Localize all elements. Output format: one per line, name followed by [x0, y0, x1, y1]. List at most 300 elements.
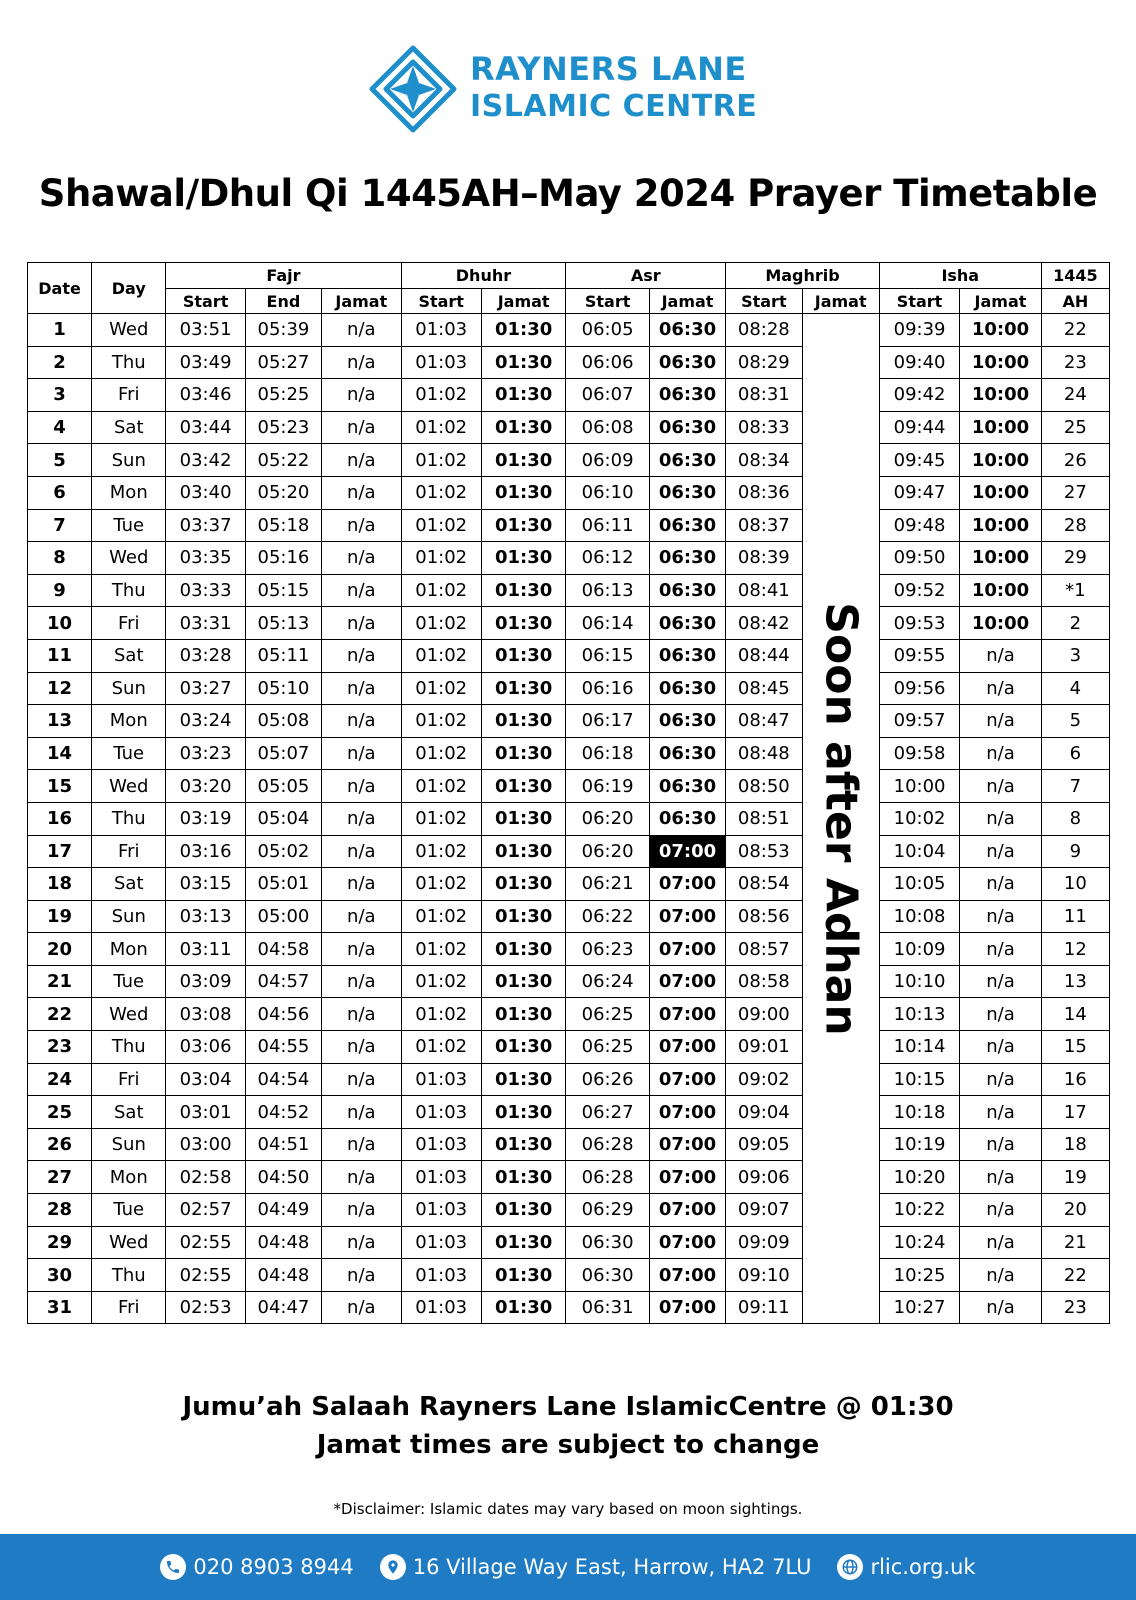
asr-start-cell: 06:28: [566, 1161, 649, 1194]
day-cell: Sun: [92, 444, 166, 477]
table-row: [28, 1291, 1110, 1324]
ah-cell: 27: [1041, 476, 1109, 509]
dhuhr-jamat-cell: 01:30: [481, 1291, 565, 1324]
table-row: [28, 1031, 1110, 1064]
table-row: [28, 542, 1110, 575]
day-cell: Fri: [92, 379, 166, 412]
isha-start-cell: 09:57: [879, 705, 959, 738]
dhuhr-jamat-cell: 01:30: [481, 509, 565, 542]
dhuhr-start-cell: 01:02: [401, 639, 481, 672]
ah-cell: 26: [1041, 444, 1109, 477]
fajr-end-cell: 05:10: [245, 672, 321, 705]
maghrib-start-cell: 08:28: [726, 314, 802, 347]
date-cell: 12: [28, 672, 92, 705]
fajr-jamat-cell: n/a: [322, 639, 401, 672]
header-fajr-end: End: [245, 289, 321, 314]
asr-start-cell: 06:25: [566, 1031, 649, 1064]
day-cell: Mon: [92, 476, 166, 509]
asr-start-cell: 06:27: [566, 1096, 649, 1129]
day-cell: Thu: [92, 802, 166, 835]
asr-start-cell: 06:10: [566, 476, 649, 509]
asr-jamat-cell: 06:30: [649, 770, 725, 803]
dhuhr-start-cell: 01:02: [401, 411, 481, 444]
isha-start-cell: 09:53: [879, 607, 959, 640]
isha-start-cell: 10:19: [879, 1128, 959, 1161]
table-row: [28, 737, 1110, 770]
asr-jamat-cell: 07:00: [649, 900, 725, 933]
ah-cell: 29: [1041, 542, 1109, 575]
footer-phone[interactable]: [160, 1554, 353, 1580]
fajr-end-cell: 05:23: [245, 411, 321, 444]
dhuhr-start-cell: 01:03: [401, 314, 481, 347]
date-cell: 26: [28, 1128, 92, 1161]
isha-start-cell: 09:52: [879, 574, 959, 607]
isha-start-cell: 10:00: [879, 770, 959, 803]
ah-cell: 9: [1041, 835, 1109, 868]
fajr-jamat-cell: n/a: [322, 379, 401, 412]
footer-address[interactable]: [380, 1554, 812, 1580]
fajr-jamat-cell: n/a: [322, 1096, 401, 1129]
isha-jamat-cell: 10:00: [960, 542, 1041, 575]
asr-start-cell: 06:09: [566, 444, 649, 477]
day-cell: Wed: [92, 998, 166, 1031]
dhuhr-jamat-cell: 01:30: [481, 868, 565, 901]
day-cell: Fri: [92, 835, 166, 868]
isha-jamat-cell: 10:00: [960, 346, 1041, 379]
fajr-jamat-cell: n/a: [322, 737, 401, 770]
dhuhr-start-cell: 01:02: [401, 444, 481, 477]
isha-jamat-cell: 10:00: [960, 444, 1041, 477]
ah-cell: 7: [1041, 770, 1109, 803]
fajr-end-cell: 05:20: [245, 476, 321, 509]
fajr-end-cell: 05:16: [245, 542, 321, 575]
fajr-jamat-cell: n/a: [322, 1128, 401, 1161]
table-row: [28, 1161, 1110, 1194]
day-cell: Wed: [92, 542, 166, 575]
fajr-end-cell: 04:48: [245, 1226, 321, 1259]
asr-start-cell: 06:18: [566, 737, 649, 770]
asr-start-cell: 06:07: [566, 379, 649, 412]
day-cell: Sat: [92, 411, 166, 444]
fajr-start-cell: 03:19: [166, 802, 245, 835]
fajr-jamat-cell: n/a: [322, 705, 401, 738]
maghrib-start-cell: 09:09: [726, 1226, 802, 1259]
dhuhr-jamat-cell: 01:30: [481, 965, 565, 998]
ah-cell: 4: [1041, 672, 1109, 705]
date-cell: 29: [28, 1226, 92, 1259]
day-cell: Wed: [92, 1226, 166, 1259]
date-cell: 31: [28, 1291, 92, 1324]
day-cell: Tue: [92, 737, 166, 770]
dhuhr-start-cell: 01:03: [401, 1194, 481, 1227]
maghrib-start-cell: 08:47: [726, 705, 802, 738]
day-cell: Mon: [92, 933, 166, 966]
table-row: [28, 965, 1110, 998]
dhuhr-jamat-cell: 01:30: [481, 705, 565, 738]
ah-cell: 23: [1041, 1291, 1109, 1324]
dhuhr-start-cell: 01:02: [401, 509, 481, 542]
table-row: [28, 1128, 1110, 1161]
fajr-jamat-cell: n/a: [322, 1031, 401, 1064]
fajr-jamat-cell: n/a: [322, 933, 401, 966]
dhuhr-jamat-cell: 01:30: [481, 770, 565, 803]
table-row: [28, 868, 1110, 901]
isha-start-cell: 09:56: [879, 672, 959, 705]
isha-start-cell: 10:08: [879, 900, 959, 933]
asr-jamat-cell: 07:00: [649, 1161, 725, 1194]
fajr-end-cell: 05:39: [245, 314, 321, 347]
day-cell: Tue: [92, 1194, 166, 1227]
dhuhr-start-cell: 01:02: [401, 737, 481, 770]
maghrib-start-cell: 08:36: [726, 476, 802, 509]
dhuhr-jamat-cell: 01:30: [481, 1226, 565, 1259]
asr-jamat-cell: 07:00: [649, 1226, 725, 1259]
ah-cell: 17: [1041, 1096, 1109, 1129]
dhuhr-jamat-cell: 01:30: [481, 900, 565, 933]
asr-jamat-cell: 07:00: [649, 1259, 725, 1292]
fajr-start-cell: 03:09: [166, 965, 245, 998]
day-cell: Tue: [92, 509, 166, 542]
header-isha-jamat: Jamat: [960, 289, 1041, 314]
isha-jamat-cell: n/a: [960, 802, 1041, 835]
maghrib-start-cell: 08:56: [726, 900, 802, 933]
dhuhr-jamat-cell: 01:30: [481, 1063, 565, 1096]
fajr-jamat-cell: n/a: [322, 1291, 401, 1324]
dhuhr-start-cell: 01:02: [401, 379, 481, 412]
fajr-end-cell: 04:52: [245, 1096, 321, 1129]
asr-jamat-cell: 06:30: [649, 802, 725, 835]
dhuhr-jamat-cell: 01:30: [481, 835, 565, 868]
fajr-end-cell: 04:58: [245, 933, 321, 966]
asr-jamat-cell: 06:30: [649, 411, 725, 444]
fajr-start-cell: 03:08: [166, 998, 245, 1031]
table-row: [28, 574, 1110, 607]
dhuhr-start-cell: 01:02: [401, 998, 481, 1031]
fajr-start-cell: 03:44: [166, 411, 245, 444]
fajr-jamat-cell: n/a: [322, 509, 401, 542]
asr-start-cell: 06:05: [566, 314, 649, 347]
day-cell: Sun: [92, 1128, 166, 1161]
isha-start-cell: 10:10: [879, 965, 959, 998]
fajr-end-cell: 05:01: [245, 868, 321, 901]
table-row: [28, 1194, 1110, 1227]
maghrib-start-cell: 09:04: [726, 1096, 802, 1129]
isha-jamat-cell: 10:00: [960, 411, 1041, 444]
jumuah-note: [0, 1388, 1136, 1464]
dhuhr-start-cell: 01:02: [401, 802, 481, 835]
dhuhr-jamat-cell: 01:30: [481, 1096, 565, 1129]
isha-start-cell: 10:09: [879, 933, 959, 966]
header-maghrib-start: Start: [726, 289, 802, 314]
table-row: [28, 411, 1110, 444]
dhuhr-jamat-cell: 01:30: [481, 444, 565, 477]
day-cell: Mon: [92, 705, 166, 738]
date-cell: 1: [28, 314, 92, 347]
dhuhr-start-cell: 01:03: [401, 1291, 481, 1324]
maghrib-start-cell: 08:50: [726, 770, 802, 803]
fajr-jamat-cell: n/a: [322, 835, 401, 868]
table-row: [28, 900, 1110, 933]
asr-jamat-cell: 06:30: [649, 542, 725, 575]
fajr-jamat-cell: n/a: [322, 1161, 401, 1194]
asr-jamat-cell: 07:00: [649, 1096, 725, 1129]
table-row: [28, 770, 1110, 803]
fajr-start-cell: 03:11: [166, 933, 245, 966]
header-isha-start: Start: [879, 289, 959, 314]
asr-jamat-cell: 06:30: [649, 346, 725, 379]
maghrib-start-cell: 09:05: [726, 1128, 802, 1161]
date-cell: 6: [28, 476, 92, 509]
date-cell: 23: [28, 1031, 92, 1064]
fajr-start-cell: 03:04: [166, 1063, 245, 1096]
asr-jamat-cell: 06:30: [649, 672, 725, 705]
date-cell: 22: [28, 998, 92, 1031]
fajr-start-cell: 03:06: [166, 1031, 245, 1064]
date-cell: 30: [28, 1259, 92, 1292]
table-row: [28, 998, 1110, 1031]
fajr-start-cell: 03:31: [166, 607, 245, 640]
isha-start-cell: 10:20: [879, 1161, 959, 1194]
ah-cell: 13: [1041, 965, 1109, 998]
fajr-jamat-cell: n/a: [322, 411, 401, 444]
fajr-jamat-cell: n/a: [322, 314, 401, 347]
asr-start-cell: 06:20: [566, 835, 649, 868]
asr-jamat-cell: 07:00: [649, 998, 725, 1031]
ah-cell: 15: [1041, 1031, 1109, 1064]
fajr-jamat-cell: n/a: [322, 672, 401, 705]
date-cell: 19: [28, 900, 92, 933]
fajr-start-cell: 03:33: [166, 574, 245, 607]
fajr-start-cell: 03:15: [166, 868, 245, 901]
maghrib-start-cell: 08:29: [726, 346, 802, 379]
date-cell: 24: [28, 1063, 92, 1096]
isha-start-cell: 10:25: [879, 1259, 959, 1292]
header-row-sub: [28, 289, 1110, 314]
fajr-end-cell: 04:48: [245, 1259, 321, 1292]
maghrib-start-cell: 09:11: [726, 1291, 802, 1324]
dhuhr-jamat-cell: 01:30: [481, 1161, 565, 1194]
dhuhr-start-cell: 01:02: [401, 868, 481, 901]
dhuhr-jamat-cell: 01:30: [481, 574, 565, 607]
fajr-jamat-cell: n/a: [322, 868, 401, 901]
day-cell: Fri: [92, 607, 166, 640]
header-date: Date: [28, 263, 92, 314]
fajr-end-cell: 05:07: [245, 737, 321, 770]
asr-start-cell: 06:08: [566, 411, 649, 444]
fajr-end-cell: 05:05: [245, 770, 321, 803]
isha-start-cell: 09:58: [879, 737, 959, 770]
fajr-jamat-cell: n/a: [322, 770, 401, 803]
isha-start-cell: 10:15: [879, 1063, 959, 1096]
isha-jamat-cell: 10:00: [960, 509, 1041, 542]
asr-start-cell: 06:13: [566, 574, 649, 607]
date-cell: 21: [28, 965, 92, 998]
fajr-start-cell: 03:46: [166, 379, 245, 412]
header-asr-start: Start: [566, 289, 649, 314]
dhuhr-jamat-cell: 01:30: [481, 802, 565, 835]
dhuhr-start-cell: 01:02: [401, 933, 481, 966]
dhuhr-start-cell: 01:02: [401, 574, 481, 607]
maghrib-start-cell: 09:10: [726, 1259, 802, 1292]
asr-jamat-cell: 06:30: [649, 509, 725, 542]
asr-start-cell: 06:15: [566, 639, 649, 672]
table-row: [28, 1096, 1110, 1129]
ah-cell: 5: [1041, 705, 1109, 738]
maghrib-start-cell: 08:44: [726, 639, 802, 672]
ah-cell: 28: [1041, 509, 1109, 542]
fajr-jamat-cell: n/a: [322, 542, 401, 575]
date-cell: 3: [28, 379, 92, 412]
header-ah: AH: [1041, 289, 1109, 314]
brand-line-1: RAYNERS LANE: [470, 50, 747, 88]
ah-cell: 25: [1041, 411, 1109, 444]
dhuhr-start-cell: 01:03: [401, 1226, 481, 1259]
date-cell: 20: [28, 933, 92, 966]
asr-jamat-cell: 07:00: [649, 1128, 725, 1161]
asr-jamat-cell: 07:00: [649, 835, 725, 868]
isha-start-cell: 09:55: [879, 639, 959, 672]
dhuhr-jamat-cell: 01:30: [481, 476, 565, 509]
fajr-start-cell: 02:58: [166, 1161, 245, 1194]
table-row: [28, 346, 1110, 379]
fajr-end-cell: 05:13: [245, 607, 321, 640]
fajr-start-cell: 02:55: [166, 1259, 245, 1292]
table-row: [28, 1259, 1110, 1292]
dhuhr-jamat-cell: 01:30: [481, 314, 565, 347]
ah-cell: 19: [1041, 1161, 1109, 1194]
table-row: [28, 835, 1110, 868]
dhuhr-start-cell: 01:02: [401, 607, 481, 640]
table-row: [28, 1063, 1110, 1096]
isha-jamat-cell: n/a: [960, 672, 1041, 705]
fajr-start-cell: 02:57: [166, 1194, 245, 1227]
fajr-start-cell: 03:27: [166, 672, 245, 705]
isha-jamat-cell: 10:00: [960, 379, 1041, 412]
fajr-start-cell: 03:20: [166, 770, 245, 803]
isha-jamat-cell: n/a: [960, 770, 1041, 803]
asr-jamat-cell: 06:30: [649, 314, 725, 347]
date-cell: 18: [28, 868, 92, 901]
asr-start-cell: 06:31: [566, 1291, 649, 1324]
ah-cell: 22: [1041, 314, 1109, 347]
ah-cell: 22: [1041, 1259, 1109, 1292]
isha-jamat-cell: n/a: [960, 1096, 1041, 1129]
header-fajr-start: Start: [166, 289, 245, 314]
maghrib-start-cell: 08:53: [726, 835, 802, 868]
dhuhr-start-cell: 01:02: [401, 900, 481, 933]
ah-cell: 6: [1041, 737, 1109, 770]
dhuhr-start-cell: 01:03: [401, 1096, 481, 1129]
fajr-start-cell: 03:49: [166, 346, 245, 379]
date-cell: 27: [28, 1161, 92, 1194]
date-cell: 5: [28, 444, 92, 477]
maghrib-start-cell: 08:34: [726, 444, 802, 477]
fajr-end-cell: 04:55: [245, 1031, 321, 1064]
fajr-jamat-cell: n/a: [322, 476, 401, 509]
fajr-start-cell: 03:01: [166, 1096, 245, 1129]
asr-start-cell: 06:22: [566, 900, 649, 933]
date-cell: 15: [28, 770, 92, 803]
fajr-end-cell: 04:54: [245, 1063, 321, 1096]
asr-jamat-cell: 07:00: [649, 1194, 725, 1227]
maghrib-start-cell: 09:00: [726, 998, 802, 1031]
isha-jamat-cell: n/a: [960, 1259, 1041, 1292]
disclaimer: *Disclaimer: Islamic dates may vary based on moon sightings.: [333, 1500, 803, 1518]
dhuhr-start-cell: 01:02: [401, 965, 481, 998]
header-asr-jamat: Jamat: [649, 289, 725, 314]
maghrib-start-cell: 08:54: [726, 868, 802, 901]
dhuhr-jamat-cell: 01:30: [481, 411, 565, 444]
isha-jamat-cell: n/a: [960, 1291, 1041, 1324]
header-asr: Asr: [566, 263, 726, 289]
header-fajr-jamat: Jamat: [322, 289, 401, 314]
fajr-jamat-cell: n/a: [322, 607, 401, 640]
day-cell: Sat: [92, 639, 166, 672]
fajr-start-cell: 03:28: [166, 639, 245, 672]
header-dhuhr-start: Start: [401, 289, 481, 314]
day-cell: Sat: [92, 1096, 166, 1129]
isha-start-cell: 10:24: [879, 1226, 959, 1259]
fajr-start-cell: 03:24: [166, 705, 245, 738]
date-cell: 16: [28, 802, 92, 835]
asr-start-cell: 06:30: [566, 1226, 649, 1259]
dhuhr-jamat-cell: 01:30: [481, 737, 565, 770]
maghrib-start-cell: 08:45: [726, 672, 802, 705]
footer-website[interactable]: [837, 1554, 975, 1580]
date-cell: 11: [28, 639, 92, 672]
fajr-end-cell: 04:51: [245, 1128, 321, 1161]
asr-start-cell: 06:19: [566, 770, 649, 803]
maghrib-start-cell: 08:41: [726, 574, 802, 607]
fajr-start-cell: 02:55: [166, 1226, 245, 1259]
asr-jamat-cell: 07:00: [649, 1291, 725, 1324]
date-cell: 13: [28, 705, 92, 738]
dhuhr-start-cell: 01:03: [401, 1161, 481, 1194]
fajr-jamat-cell: n/a: [322, 1226, 401, 1259]
fajr-start-cell: 03:13: [166, 900, 245, 933]
isha-start-cell: 10:14: [879, 1031, 959, 1064]
dhuhr-jamat-cell: 01:30: [481, 672, 565, 705]
asr-jamat-cell: 06:30: [649, 444, 725, 477]
maghrib-start-cell: 08:37: [726, 509, 802, 542]
asr-jamat-cell: 06:30: [649, 639, 725, 672]
isha-jamat-cell: n/a: [960, 900, 1041, 933]
ah-cell: 16: [1041, 1063, 1109, 1096]
fajr-end-cell: 05:00: [245, 900, 321, 933]
day-cell: Thu: [92, 574, 166, 607]
asr-start-cell: 06:28: [566, 1128, 649, 1161]
jumuah-time: Jumu’ah Salaah Rayners Lane IslamicCentre @ 01:30: [182, 1392, 954, 1422]
date-cell: 8: [28, 542, 92, 575]
asr-start-cell: 06:11: [566, 509, 649, 542]
maghrib-start-cell: 08:58: [726, 965, 802, 998]
fajr-jamat-cell: n/a: [322, 444, 401, 477]
dhuhr-jamat-cell: 01:30: [481, 1259, 565, 1292]
asr-jamat-cell: 06:30: [649, 379, 725, 412]
location-pin-icon: [380, 1554, 406, 1580]
header-day: Day: [92, 263, 166, 314]
asr-start-cell: 06:17: [566, 705, 649, 738]
isha-jamat-cell: n/a: [960, 639, 1041, 672]
asr-start-cell: 06:26: [566, 1063, 649, 1096]
day-cell: Wed: [92, 314, 166, 347]
asr-start-cell: 06:06: [566, 346, 649, 379]
asr-start-cell: 06:16: [566, 672, 649, 705]
maghrib-start-cell: 08:31: [726, 379, 802, 412]
isha-jamat-cell: n/a: [960, 1161, 1041, 1194]
dhuhr-start-cell: 01:02: [401, 770, 481, 803]
isha-jamat-cell: n/a: [960, 1031, 1041, 1064]
